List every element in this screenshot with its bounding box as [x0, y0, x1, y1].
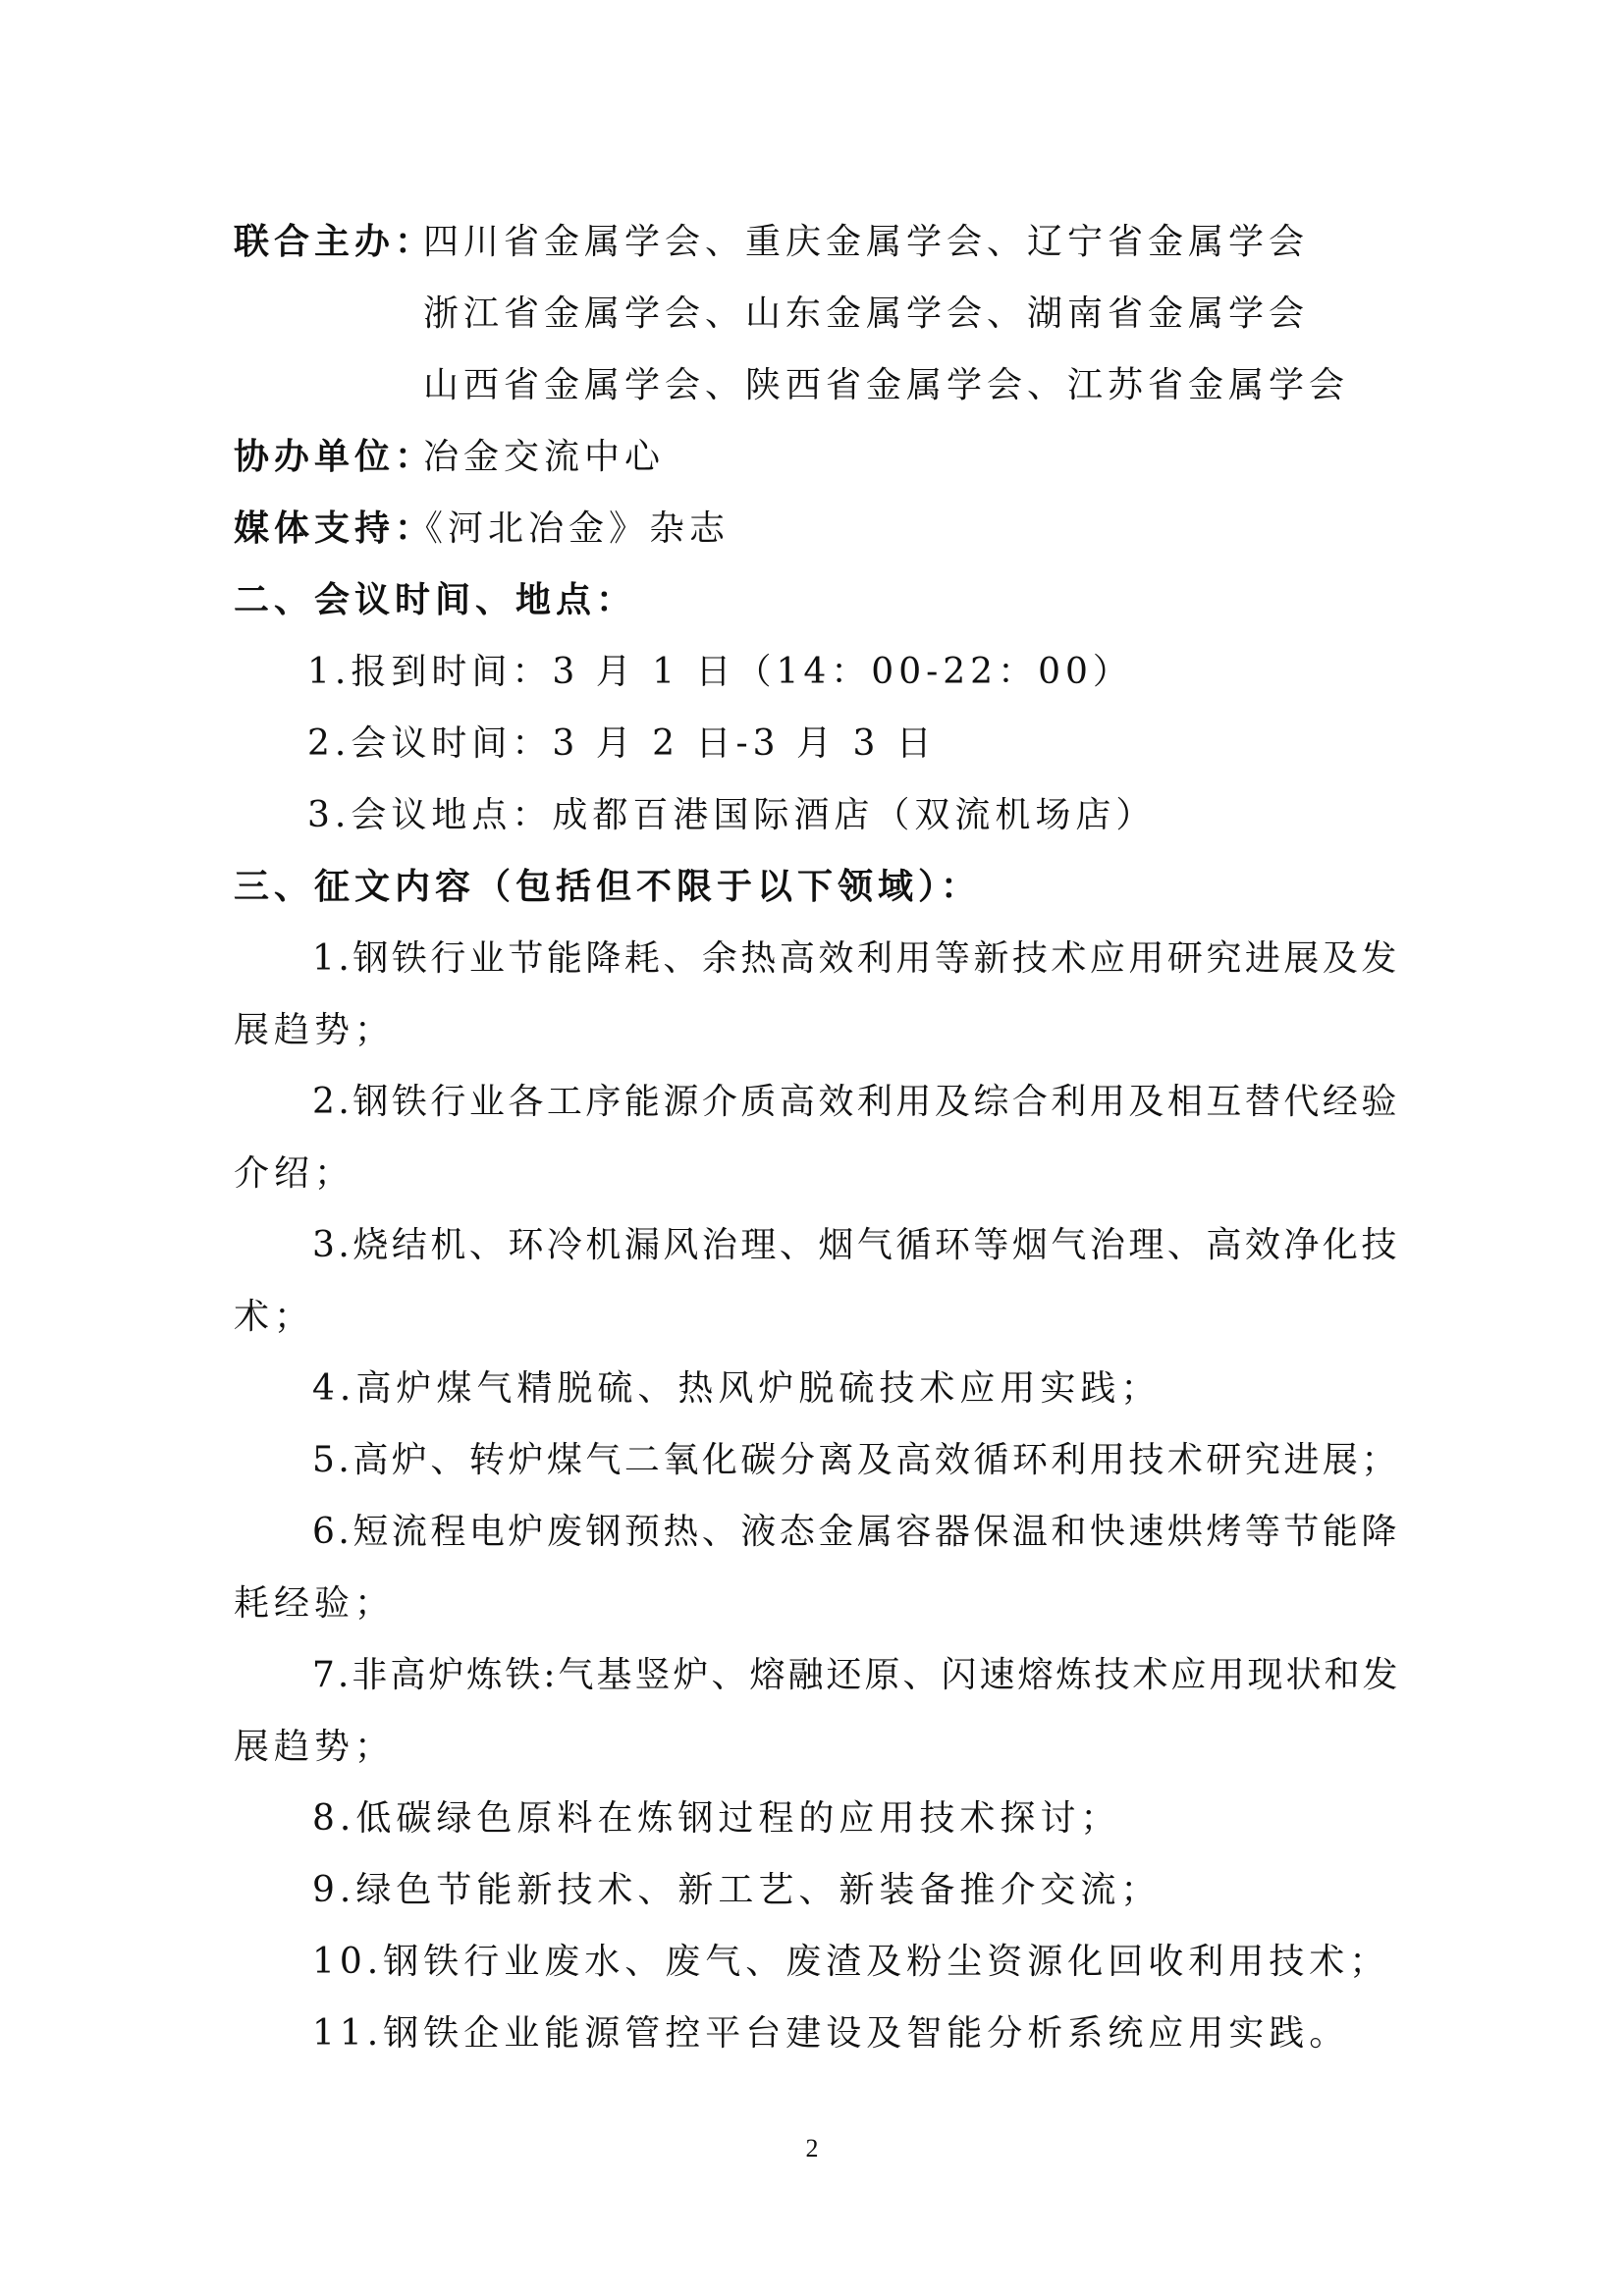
section3-item-1-line1: 1.钢铁行业节能降耗、余热高效利用等新技术应用研究进展及发	[312, 938, 1400, 979]
section3-item-4: 4.高炉煤气精脱硫、热风炉脱硫技术应用实践；	[312, 1368, 1162, 1409]
organizers-line-1: 四川省金属学会、重庆金属学会、辽宁省金属学会	[423, 222, 1310, 262]
section3-item-6-line2: 耗经验；	[234, 1583, 396, 1624]
section3-item-8: 8.低碳绿色原料在炼钢过程的应用技术探讨；	[312, 1798, 1121, 1839]
section2-item-2: 2.会议时间：3 月 2 日-3 月 3 日	[307, 723, 937, 764]
section3-item-9: 9.绿色节能新技术、新工艺、新装备推介交流；	[312, 1870, 1162, 1910]
page-number: 2	[805, 2134, 819, 2163]
organizers-label: 联合主办：	[234, 222, 436, 262]
media-value: 《河北冶金》杂志	[407, 508, 731, 549]
section2-heading: 二、会议时间、地点：	[234, 580, 637, 620]
section3-heading: 三、征文内容（包括但不限于以下领域）：	[234, 867, 982, 907]
section3-item-2-line1: 2.钢铁行业各工序能源介质高效利用及综合利用及相互替代经验	[312, 1082, 1400, 1122]
organizers-line-3: 山西省金属学会、陕西省金属学会、江苏省金属学会	[423, 365, 1350, 405]
co-organizer-value: 冶金交流中心	[423, 437, 666, 477]
section3-item-1-line2: 展趋势；	[234, 1010, 396, 1050]
co-organizer-label: 协办单位：	[234, 437, 436, 477]
section3-item-3-line2: 术；	[234, 1297, 315, 1337]
section3-item-7-line2: 展趋势；	[234, 1727, 396, 1767]
section3-item-10: 10.钢铁行业废水、废气、废渣及粉尘资源化回收利用技术；	[312, 1942, 1390, 1982]
section3-item-11: 11.钢铁企业能源管控平台建设及智能分析系统应用实践。	[312, 2013, 1350, 2054]
section3-item-2-line2: 介绍；	[234, 1153, 355, 1194]
section3-item-5: 5.高炉、转炉煤气二氧化碳分离及高效循环利用技术研究进展；	[312, 1440, 1400, 1480]
section3-item-7-line1: 7.非高炉炼铁:气基竖炉、熔融还原、闪速熔炼技术应用现状和发	[312, 1655, 1401, 1695]
section3-item-3-line1: 3.烧结机、环冷机漏风治理、烟气循环等烟气治理、高效净化技	[312, 1225, 1400, 1265]
section2-item-1: 1.报到时间：3 月 1 日（14：00-22：00）	[307, 652, 1133, 692]
organizers-line-2: 浙江省金属学会、山东金属学会、湖南省金属学会	[423, 294, 1310, 334]
section3-item-6-line1: 6.短流程电炉废钢预热、液态金属容器保温和快速烘烤等节能降	[312, 1512, 1400, 1552]
section2-item-3: 3.会议地点：成都百港国际酒店（双流机场店）	[307, 795, 1157, 835]
media-label: 媒体支持：	[234, 508, 436, 549]
